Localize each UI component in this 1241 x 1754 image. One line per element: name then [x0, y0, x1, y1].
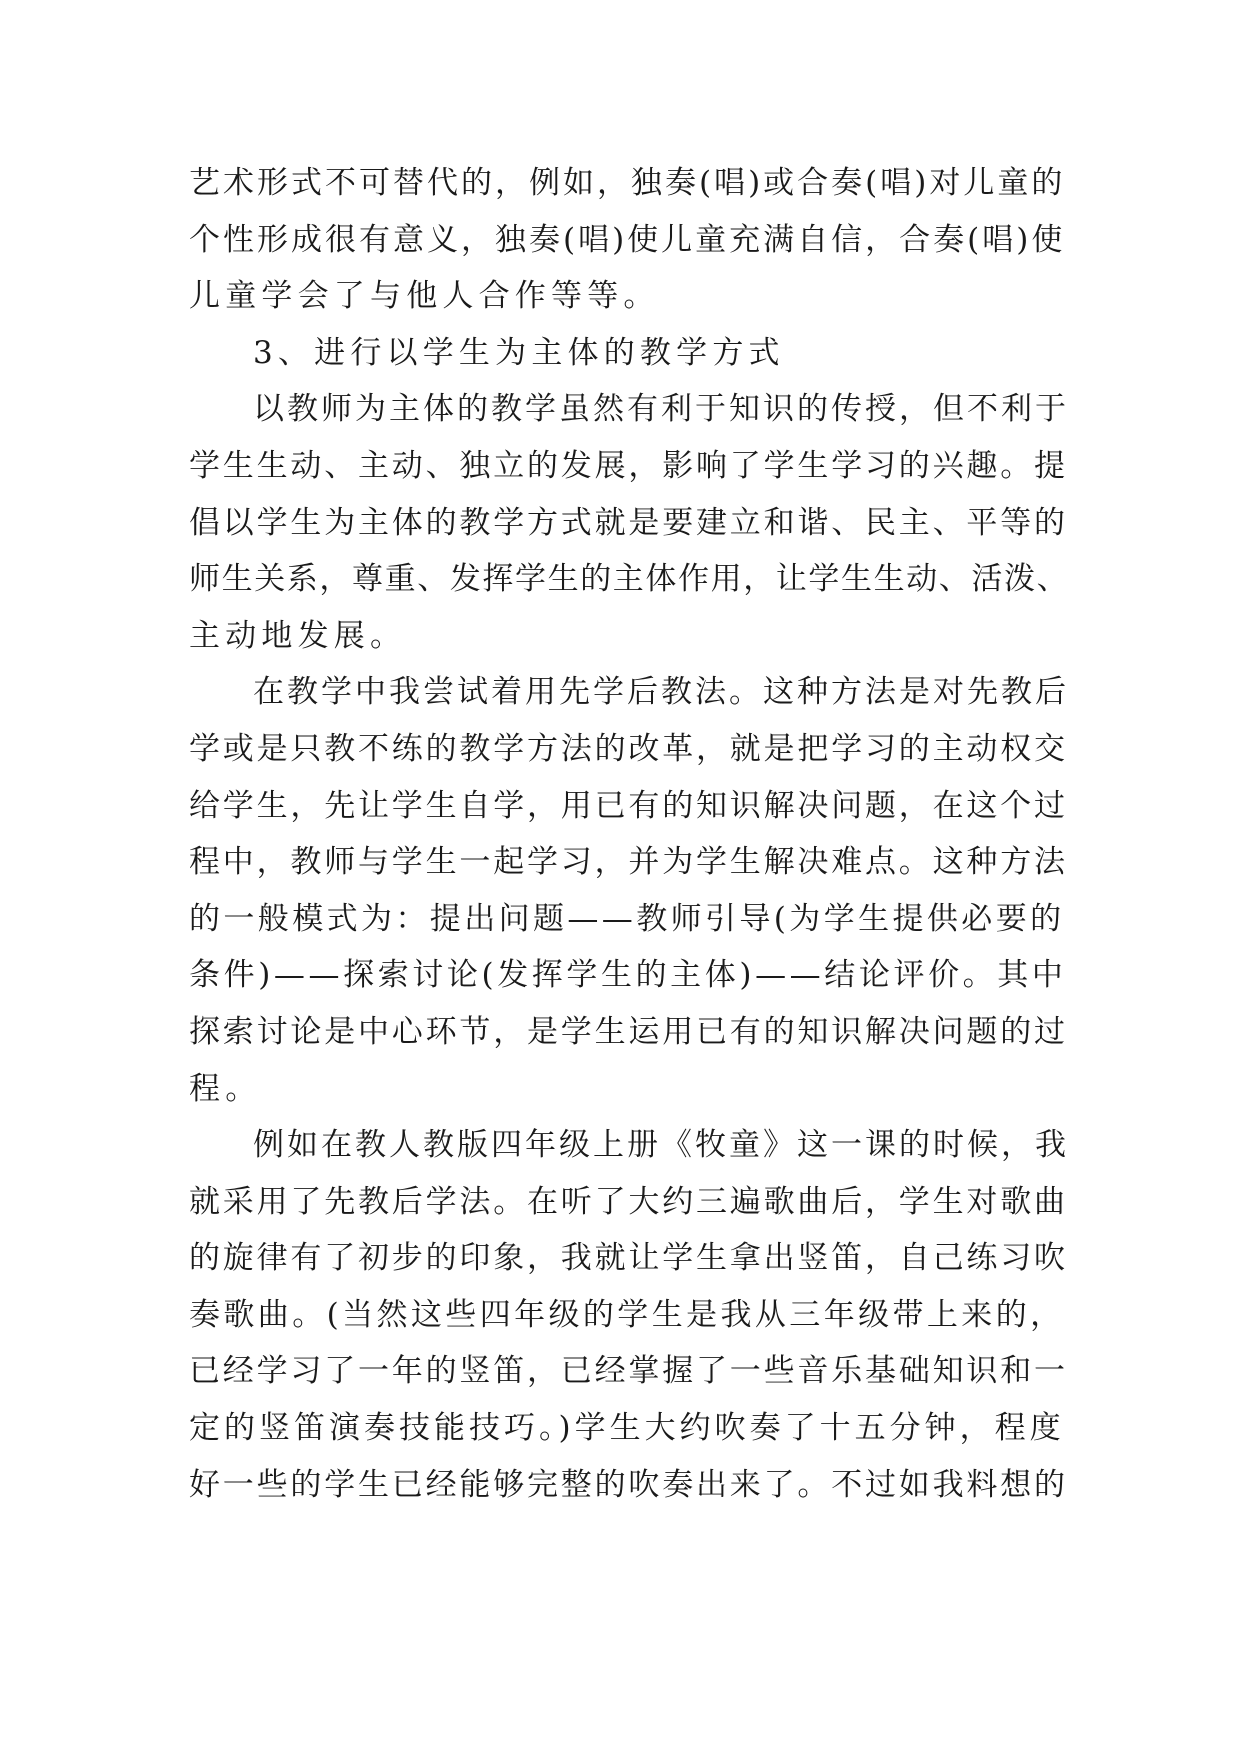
text-line: 个性形成很有意义，独奏(唱)使儿童充满自信，合奏(唱)使: [189, 221, 1066, 258]
text-line: 定的竖笛演奏技能技巧。)学生大约吹奏了十五分钟，程度: [189, 1410, 1065, 1447]
text-line: 的一般模式为：提出问题——教师引导(为学生提供必要的: [189, 900, 1065, 937]
text-line: 主动地发展。: [189, 617, 407, 654]
text-line: 艺术形式不可替代的，例如，独奏(唱)或合奏(唱)对儿童的: [189, 165, 1066, 201]
text-line: 的旋律有了初步的印象，我就让学生拿出竖笛，自己练习吹: [189, 1240, 1068, 1277]
text-line: 儿童学会了与他人合作等等。: [189, 278, 660, 315]
text-line: 学生生动、主动、独立的发展，影响了学生学习的兴趣。提: [189, 447, 1068, 484]
body-text: [189, 155, 1069, 1513]
text-line: 奏歌曲。(当然这些四年级的学生是我从三年级带上来的，: [189, 1296, 1065, 1333]
text-line: 3、进行以学生为主体的教学方式: [253, 334, 785, 371]
text-line: 以教师为主体的教学虽然有利于知识的传授，但不利于: [253, 391, 1069, 428]
text-line: 探索讨论是中心环节，是学生运用已有的知识解决问题的过: [189, 1013, 1068, 1050]
text-line: 师生关系，尊重、发挥学生的主体作用，让学生生动、活泼、: [189, 561, 1070, 598]
text-line: 程中，教师与学生一起学习，并为学生解决难点。这种方法: [189, 844, 1068, 881]
text-line: 学或是只教不练的教学方法的改革，就是把学习的主动权交: [189, 730, 1068, 767]
text-line: 程。: [189, 1070, 262, 1107]
text-line: 好一些的学生已经能够完整的吹奏出来了。不过如我料想的: [189, 1466, 1068, 1503]
text-line: 已经学习了一年的竖笛，已经掌握了一些音乐基础知识和一: [189, 1353, 1068, 1390]
text-line: 就采用了先教后学法。在听了大约三遍歌曲后，学生对歌曲: [189, 1183, 1068, 1220]
text-line: 倡以学生为主体的教学方式就是要建立和谐、民主、平等的: [189, 504, 1068, 541]
text-line: 条件)——探索讨论(发挥学生的主体)——结论评价。其中: [189, 957, 1067, 994]
text-line: 给学生，先让学生自学，用已有的知识解决问题，在这个过: [189, 787, 1068, 824]
text-line: 在教学中我尝试着用先学后教法。这种方法是对先教后: [253, 674, 1069, 711]
text-line: 例如在教人教版四年级上册《牧童》这一课的时候，我: [253, 1127, 1069, 1164]
